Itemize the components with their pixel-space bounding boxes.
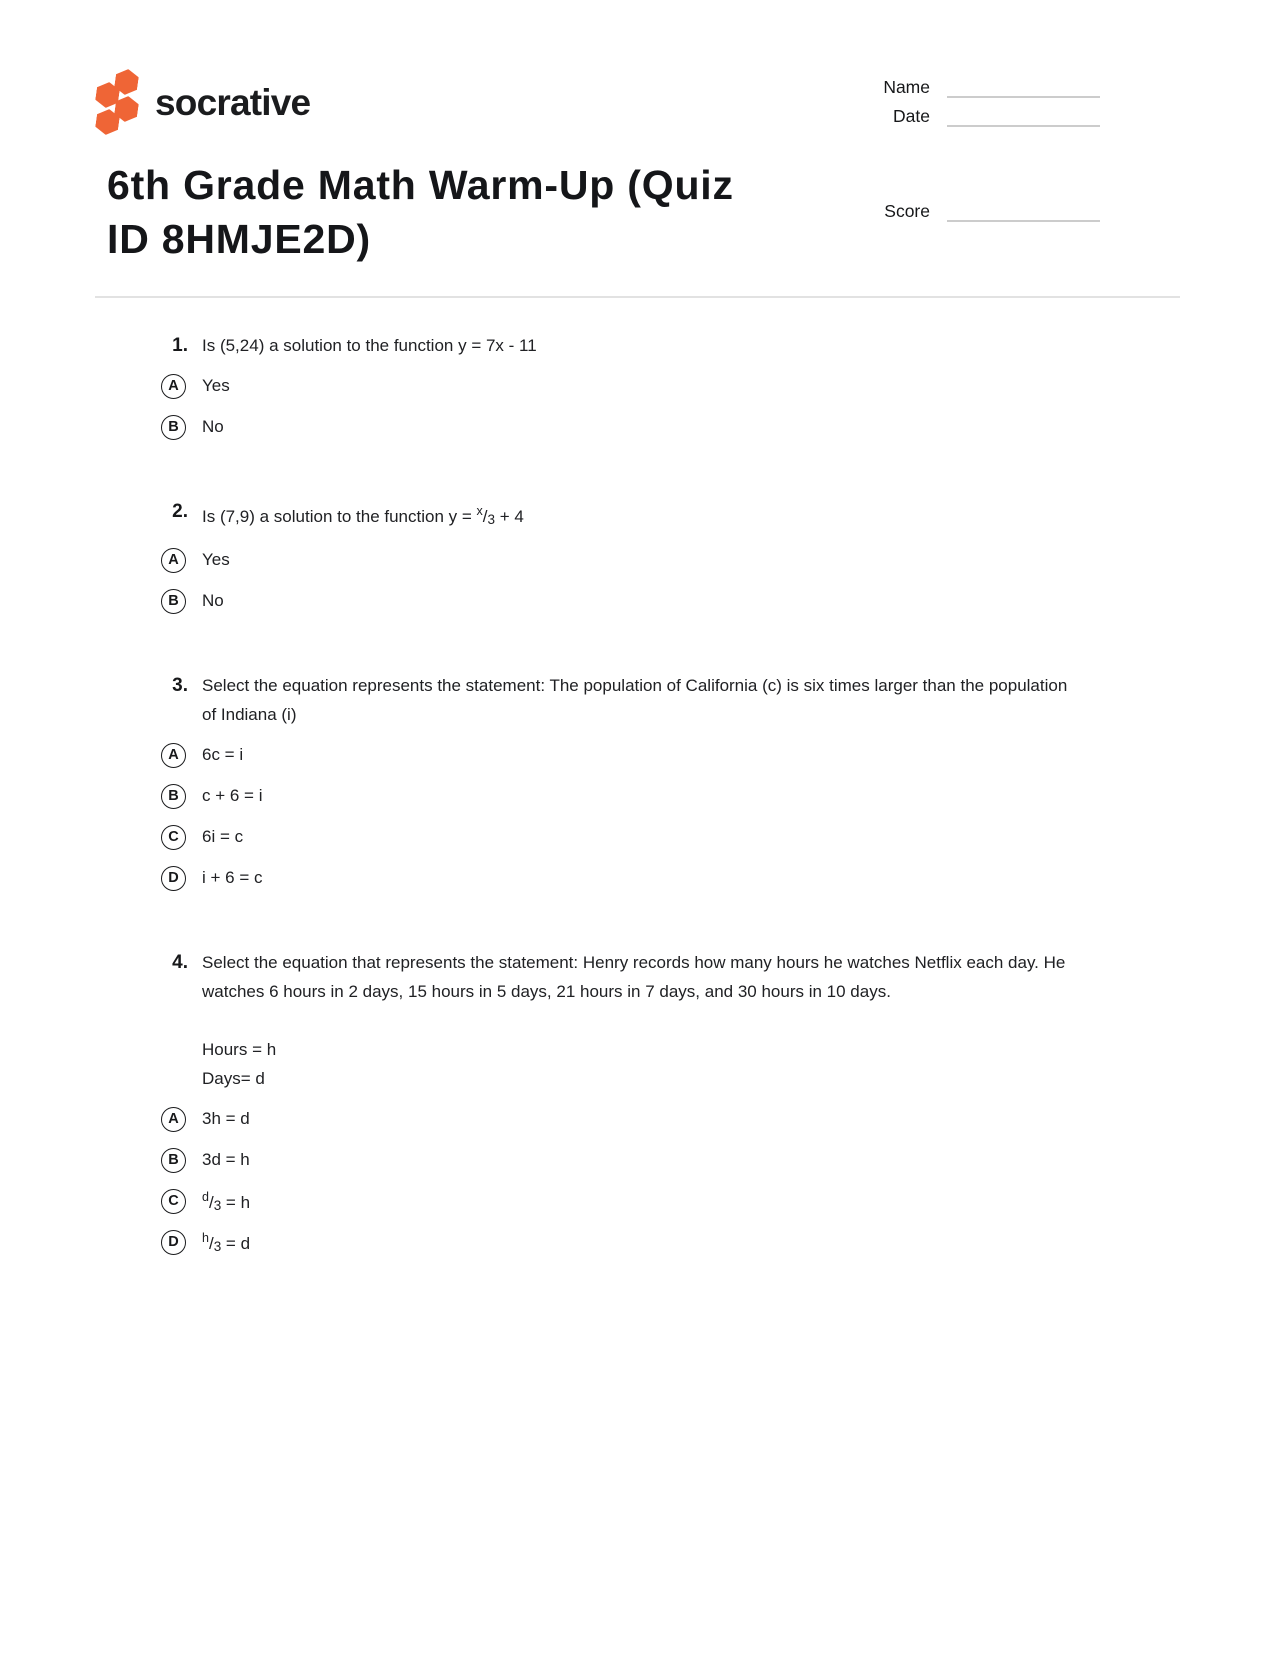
question-4-option-a xyxy=(161,1106,1275,1132)
question-2-option-b xyxy=(161,588,1275,614)
question-text xyxy=(202,497,524,534)
question-1-option-a xyxy=(161,373,1275,399)
question-4-option-b xyxy=(161,1147,1275,1173)
question-number: 4. xyxy=(172,952,188,973)
question-2-option-a xyxy=(161,547,1275,573)
socrative-logo xyxy=(95,68,310,132)
option-bubble[interactable]: D xyxy=(161,866,186,891)
page-title-line1: 6th Grade Math Warm-Up (Quiz xyxy=(107,162,734,208)
socrative-wordmark: socrative xyxy=(155,82,311,123)
question-text-part: + 4 xyxy=(495,507,524,526)
question-3-option-d xyxy=(161,865,1275,891)
question-number: 1. xyxy=(172,335,188,356)
option-bubble[interactable]: D xyxy=(161,1230,186,1255)
question-text: Is (5,24) a solution to the function y = 7x - 11 xyxy=(202,336,537,355)
question-text: Select the equation that represents the statement: Henry records how many hours he watches Netflix each day. He watches 6 hours in 2 days, 15 hours in 5 days, 21 hours in 7 days, and 30 hours in 10 days. xyxy=(202,953,1066,1001)
question-3-option-a xyxy=(161,742,1275,768)
socrative-hexagons-icon xyxy=(95,68,141,132)
option-text: Yes xyxy=(202,376,230,395)
name-input-line[interactable] xyxy=(947,78,1100,98)
question-3-option-c xyxy=(161,824,1275,850)
fraction-slash: / xyxy=(482,507,488,526)
question-4-option-c xyxy=(161,1188,1275,1214)
fraction-denominator: 3 xyxy=(487,512,496,527)
option-text: c + 6 = i xyxy=(202,786,263,805)
option-text: No xyxy=(202,591,224,610)
option-text xyxy=(202,1190,250,1213)
date-field-row xyxy=(858,105,1100,127)
option-bubble[interactable]: B xyxy=(161,415,186,440)
score-field-row xyxy=(858,200,1100,222)
fraction-numerator: x xyxy=(476,504,483,518)
option-text: 3d = h xyxy=(202,1150,250,1169)
fraction-numerator: d xyxy=(202,1189,209,1204)
question-3-option-b xyxy=(161,783,1275,809)
question-4-head xyxy=(0,948,1275,1006)
question-1-head xyxy=(0,331,1275,360)
option-bubble[interactable]: B xyxy=(161,784,186,809)
question-list xyxy=(0,326,1275,1312)
question-4-option-d xyxy=(161,1229,1275,1255)
date-label: Date xyxy=(893,106,930,126)
variable-definitions xyxy=(202,1035,1275,1093)
option-bubble[interactable]: B xyxy=(161,1148,186,1173)
fraction-slash: / xyxy=(208,1192,214,1212)
page-title xyxy=(107,158,887,266)
fraction-numerator: h xyxy=(202,1230,209,1245)
question-1-option-b xyxy=(161,414,1275,440)
fraction-denominator: 3 xyxy=(213,1238,222,1254)
option-text-part: = h xyxy=(221,1192,251,1212)
name-field-row xyxy=(858,76,1100,98)
question-2-head xyxy=(0,497,1275,534)
score-input-line[interactable] xyxy=(947,202,1100,222)
option-bubble[interactable]: A xyxy=(161,548,186,573)
question-1 xyxy=(0,331,1275,440)
header-divider xyxy=(95,296,1180,298)
question-3 xyxy=(0,671,1275,891)
page-title-line2: ID 8HMJE2D) xyxy=(107,216,371,262)
option-bubble[interactable]: C xyxy=(161,825,186,850)
question-text: Select the equation represents the statement: The population of California (c) is six times larger than the population of Indiana (i) xyxy=(202,676,1068,724)
option-bubble[interactable]: A xyxy=(161,743,186,768)
option-text: No xyxy=(202,417,224,436)
option-text: Yes xyxy=(202,550,230,569)
score-label: Score xyxy=(884,201,930,221)
name-label: Name xyxy=(883,77,930,97)
date-input-line[interactable] xyxy=(947,107,1100,127)
option-bubble[interactable]: A xyxy=(161,374,186,399)
definition-hours: Hours = h xyxy=(202,1040,277,1059)
question-text-part: Is (7,9) a solution to the function y = xyxy=(202,507,477,526)
option-text: i + 6 = c xyxy=(202,868,263,887)
question-number: 3. xyxy=(172,675,188,696)
question-2 xyxy=(0,497,1275,614)
option-bubble[interactable]: A xyxy=(161,1107,186,1132)
option-bubble[interactable]: B xyxy=(161,589,186,614)
question-4 xyxy=(0,948,1275,1255)
fraction-slash: / xyxy=(208,1233,214,1253)
option-bubble[interactable]: C xyxy=(161,1189,186,1214)
question-number: 2. xyxy=(172,501,188,522)
option-text: 6c = i xyxy=(202,745,244,764)
question-3-head xyxy=(0,671,1275,729)
fraction-denominator: 3 xyxy=(213,1197,222,1213)
option-text-part: = d xyxy=(221,1233,251,1253)
option-text xyxy=(202,1231,250,1254)
option-text: 3h = d xyxy=(202,1109,250,1128)
option-text: 6i = c xyxy=(202,827,244,846)
definition-days: Days= d xyxy=(202,1069,265,1088)
